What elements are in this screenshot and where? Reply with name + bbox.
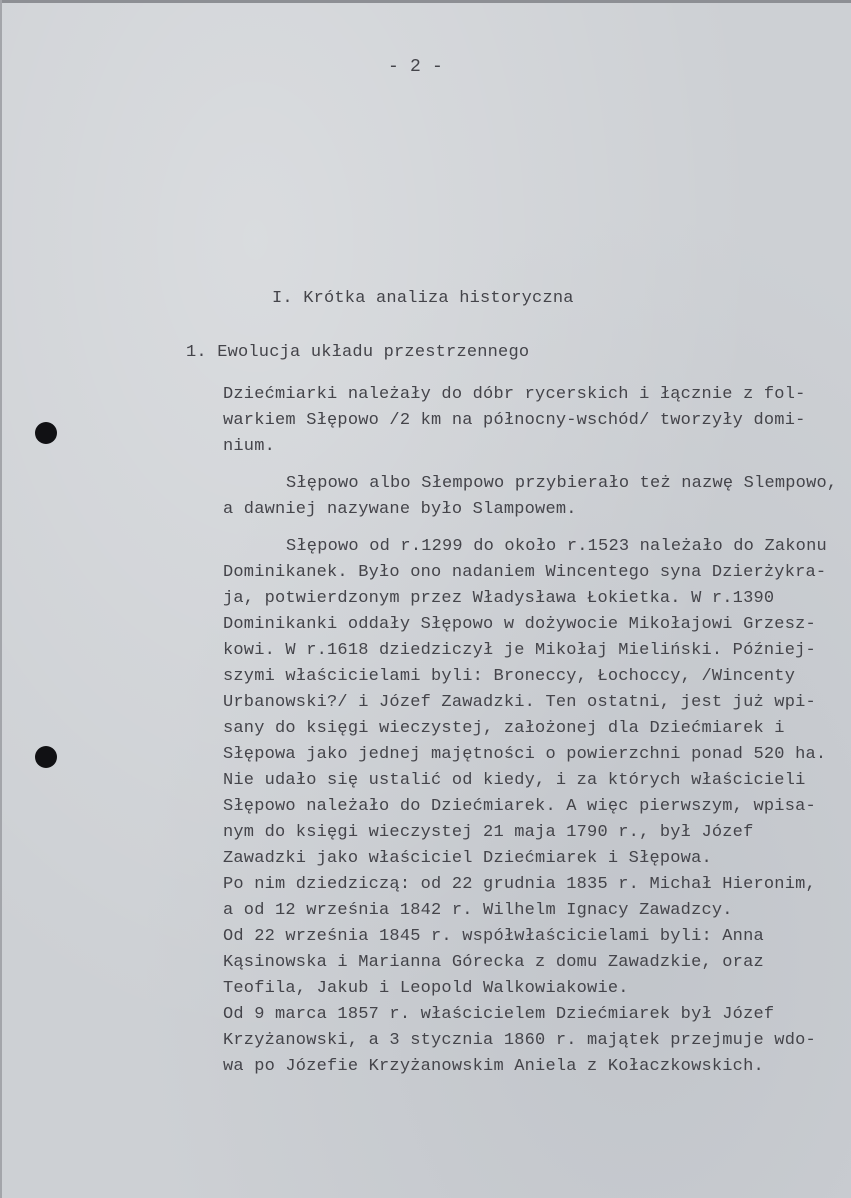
paragraph-3-line-12: nym do księgi wieczystej 21 maja 1790 r., był Józef	[223, 823, 754, 842]
paragraph-3-line-16: Od 22 września 1845 r. współwłaścicielami byli: Anna	[223, 927, 764, 946]
paragraph-3-line-20: Krzyżanowski, a 3 stycznia 1860 r. majątek przejmuje wdo-	[223, 1031, 816, 1050]
paragraph-3-line-15: a od 12 września 1842 r. Wilhelm Ignacy Zawadzcy.	[223, 901, 733, 920]
punch-hole-upper	[35, 422, 57, 444]
page-number: - 2 -	[388, 57, 444, 77]
paragraph-2-line-2: a dawniej nazywane było Slampowem.	[223, 500, 577, 519]
punch-hole-lower	[35, 746, 57, 768]
paragraph-3-line-21: wa po Józefie Krzyżanowskim Aniela z Kołaczkowskich.	[223, 1057, 764, 1076]
paragraph-3-line-18: Teofila, Jakub i Leopold Walkowiakowie.	[223, 979, 629, 998]
paragraph-3-line-6: szymi właścicielami byli: Broneccy, Łochoccy, /Wincenty	[223, 667, 796, 686]
paragraph-3-line-10: Nie udało się ustalić od kiedy, i za których właścicieli	[223, 771, 806, 790]
section-heading: I. Krótka analiza historyczna	[272, 289, 574, 308]
paragraph-3-line-1: Słępowo od r.1299 do około r.1523 należało do Zakonu	[286, 537, 827, 556]
page-top-edge	[0, 0, 851, 3]
page-left-edge	[0, 0, 2, 1198]
paragraph-3-line-3: ja, potwierdzonym przez Władysława Łokietka. W r.1390	[223, 589, 775, 608]
paragraph-3-line-9: Słępowa jako jednej majętności o powierzchni ponad 520 ha.	[223, 745, 827, 764]
subsection-heading: 1. Ewolucja układu przestrzennego	[186, 343, 530, 362]
paragraph-3-line-5: kowi. W r.1618 dziedziczył je Mikołaj Mieliński. Później-	[223, 641, 816, 660]
paragraph-2-line-1: Słępowo albo Słempowo przybierało też nazwę Slempowo,	[286, 474, 838, 493]
paragraph-1-line-2: warkiem Słępowo /2 km na północny-wschód/ tworzyły domi-	[223, 411, 806, 430]
paragraph-3-line-17: Kąsinowska i Marianna Górecka z domu Zawadzkie, oraz	[223, 953, 764, 972]
paragraph-3-line-13: Zawadzki jako właściciel Dziećmiarek i Słępowa.	[223, 849, 712, 868]
paragraph-3-line-8: sany do księgi wieczystej, założonej dla Dziećmiarek i	[223, 719, 785, 738]
paragraph-1-line-3: nium.	[223, 437, 276, 456]
paragraph-3-line-14: Po nim dziedziczą: od 22 grudnia 1835 r. Michał Hieronim,	[223, 875, 816, 894]
paragraph-3-line-19: Od 9 marca 1857 r. właścicielem Dziećmiarek był Józef	[223, 1005, 775, 1024]
paragraph-3-line-2: Dominikanek. Było ono nadaniem Wincentego syna Dzierżykra-	[223, 563, 827, 582]
paragraph-3-line-4: Dominikanki oddały Słępowo w dożywocie Mikołajowi Grzesz-	[223, 615, 816, 634]
paragraph-3-line-11: Słępowo należało do Dziećmiarek. A więc pierwszym, wpisa-	[223, 797, 816, 816]
paragraph-3-line-7: Urbanowski?/ i Józef Zawadzki. Ten ostatni, jest już wpi-	[223, 693, 816, 712]
paragraph-1-line-1: Dziećmiarki należały do dóbr rycerskich i łącznie z fol-	[223, 385, 806, 404]
